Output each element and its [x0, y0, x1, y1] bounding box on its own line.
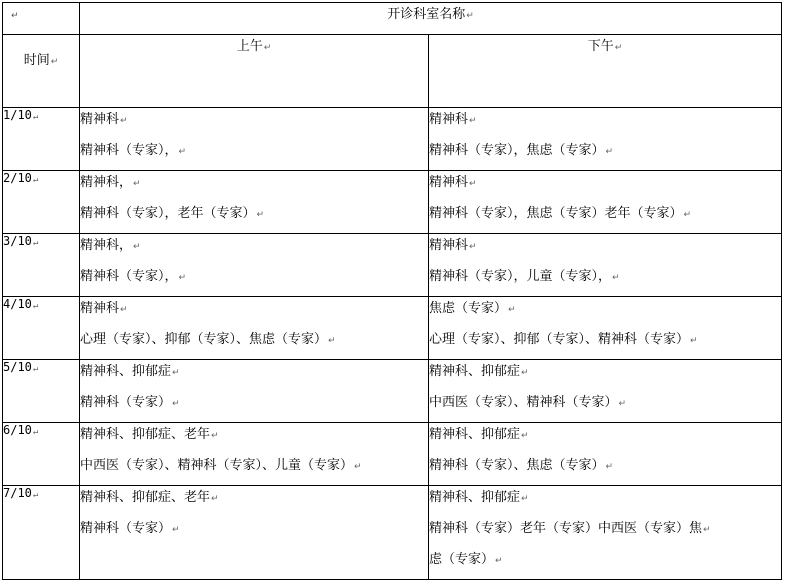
department-line: 中西医（专家）、精神科（专家）↵: [429, 395, 627, 410]
department-text: 心理（专家）、抑郁（专家）、精神科（专家）: [429, 332, 690, 347]
table-row: [3, 423, 782, 486]
date-cell: 6/10↵: [3, 423, 80, 486]
department-text: 虑（专家）: [429, 552, 495, 567]
date-text: 2/10: [3, 171, 32, 185]
date-text: 6/10: [3, 423, 32, 437]
date-cell: 7/10↵: [3, 486, 80, 580]
department-line: 精神科、抑郁症↵: [429, 364, 529, 379]
date-cell: 2/10↵: [3, 171, 80, 234]
am-departments-cell: [80, 171, 429, 234]
pm-departments-cell: [429, 423, 782, 486]
department-line: 精神科（专家）↵: [80, 521, 180, 536]
department-line: 心理（专家）、抑郁（专家）、精神科（专家）↵: [429, 332, 698, 347]
department-line: 精神科↵: [429, 175, 477, 190]
department-line: 精神科、抑郁症、老年↵: [80, 490, 219, 505]
department-line: 中西医（专家）、精神科（专家）、儿童（专家）↵: [80, 458, 362, 473]
department-text: 精神科，: [80, 175, 133, 190]
department-line: 虑（专家）↵: [429, 552, 503, 567]
department-text: 精神科: [80, 301, 120, 316]
date-cell: 1/10↵: [3, 108, 80, 171]
department-line: 精神科，↵: [80, 238, 141, 253]
department-text: 精神科: [429, 238, 469, 253]
am-label: 上午: [236, 39, 263, 54]
department-text: 精神科，: [80, 238, 133, 253]
department-line: 精神科、抑郁症↵: [429, 427, 529, 442]
department-line: 精神科、抑郁症↵: [80, 364, 180, 379]
date-text: 4/10: [3, 297, 32, 311]
department-line: 精神科↵: [429, 238, 477, 253]
department-text: 焦虑（专家）: [429, 301, 508, 316]
pm-header: 下午↵: [429, 35, 782, 108]
department-line: 焦虑（专家）↵: [429, 301, 516, 316]
department-line: 精神科↵: [80, 112, 128, 127]
table-row: [3, 171, 782, 234]
table-row: [3, 234, 782, 297]
department-group-label: 开诊科室名称: [387, 7, 466, 22]
department-line: 精神科（专家）老年（专家）中西医（专家）焦↵: [429, 521, 711, 536]
department-line: 精神科（专家），儿童（专家），↵: [429, 269, 620, 284]
time-header: 时间↵: [3, 35, 80, 108]
department-text: 精神科（专家）老年（专家）中西医（专家）焦: [429, 521, 703, 536]
department-text: 精神科（专家），老年（专家）: [80, 206, 256, 221]
department-text: 精神科（专家）、焦虑（专家）: [429, 458, 605, 473]
pm-departments-cell: [429, 234, 782, 297]
department-text: 精神科: [429, 175, 469, 190]
schedule-body: [3, 108, 782, 580]
department-line: 精神科（专家）、焦虑（专家）↵: [429, 458, 614, 473]
pm-departments-cell: [429, 171, 782, 234]
am-departments-cell: [80, 234, 429, 297]
department-text: 精神科（专家）: [80, 521, 172, 536]
department-text: 精神科（专家），焦虑（专家）: [429, 143, 605, 158]
date-cell: 4/10↵: [3, 297, 80, 360]
am-header: 上午↵: [80, 35, 429, 108]
department-group-header: 开诊科室名称↵: [80, 3, 782, 35]
pm-label: 下午: [587, 39, 614, 54]
department-text: 精神科（专家），儿童（专家），: [429, 269, 612, 284]
department-text: 精神科（专家）: [80, 395, 172, 410]
department-text: 心理（专家）、抑郁（专家）、焦虑（专家）: [80, 332, 328, 347]
department-line: 精神科（专家）↵: [80, 395, 180, 410]
date-text: 1/10: [3, 108, 32, 122]
department-line: 精神科、抑郁症、老年↵: [80, 427, 219, 442]
department-text: 精神科（专家），焦虑（专家）老年（专家）: [429, 206, 683, 221]
corner-cell: [3, 3, 80, 35]
department-line: 精神科↵: [80, 301, 128, 316]
pm-departments-cell: [429, 108, 782, 171]
table-row: [3, 297, 782, 360]
department-text: 中西医（专家）、精神科（专家）、儿童（专家）: [80, 458, 354, 473]
department-text: 精神科（专家），: [80, 143, 178, 158]
department-text: 精神科、抑郁症: [429, 427, 521, 442]
table-row: [3, 486, 782, 580]
am-departments-cell: [80, 486, 429, 580]
department-line: 精神科（专家），焦虑（专家）↵: [429, 143, 614, 158]
date-text: 5/10: [3, 360, 32, 374]
department-text: 精神科（专家），: [80, 269, 178, 284]
department-line: 精神科（专家），老年（专家）↵: [80, 206, 265, 221]
department-text: 精神科、抑郁症、老年: [80, 490, 211, 505]
am-departments-cell: [80, 108, 429, 171]
department-line: 精神科（专家），焦虑（专家）老年（专家）↵: [429, 206, 692, 221]
am-departments-cell: [80, 360, 429, 423]
table-row: [3, 360, 782, 423]
department-text: 中西医（专家）、精神科（专家）: [429, 395, 618, 410]
department-line: 心理（专家）、抑郁（专家）、焦虑（专家）↵: [80, 332, 336, 347]
date-cell: 5/10↵: [3, 360, 80, 423]
date-text: 7/10: [3, 486, 32, 500]
department-text: 精神科、抑郁症: [80, 364, 172, 379]
department-line: 精神科（专家），↵: [80, 269, 187, 284]
department-text: 精神科、抑郁症: [429, 490, 521, 505]
department-text: 精神科: [429, 112, 469, 127]
time-label: 时间: [23, 53, 50, 68]
pm-departments-cell: [429, 360, 782, 423]
department-line: 精神科（专家），↵: [80, 143, 187, 158]
department-line: 精神科↵: [429, 112, 477, 127]
department-line: 精神科，↵: [80, 175, 141, 190]
pm-departments-cell: [429, 486, 782, 580]
department-text: 精神科、抑郁症、老年: [80, 427, 211, 442]
am-departments-cell: [80, 423, 429, 486]
department-line: 精神科、抑郁症↵: [429, 490, 529, 505]
am-departments-cell: [80, 297, 429, 360]
paragraph-mark: ↵: [11, 11, 19, 21]
department-text: 精神科、抑郁症: [429, 364, 521, 379]
department-text: 精神科: [80, 112, 120, 127]
clinic-schedule-table: [2, 2, 782, 580]
date-text: 3/10: [3, 234, 32, 248]
date-cell: 3/10↵: [3, 234, 80, 297]
table-row: [3, 108, 782, 171]
pm-departments-cell: [429, 297, 782, 360]
